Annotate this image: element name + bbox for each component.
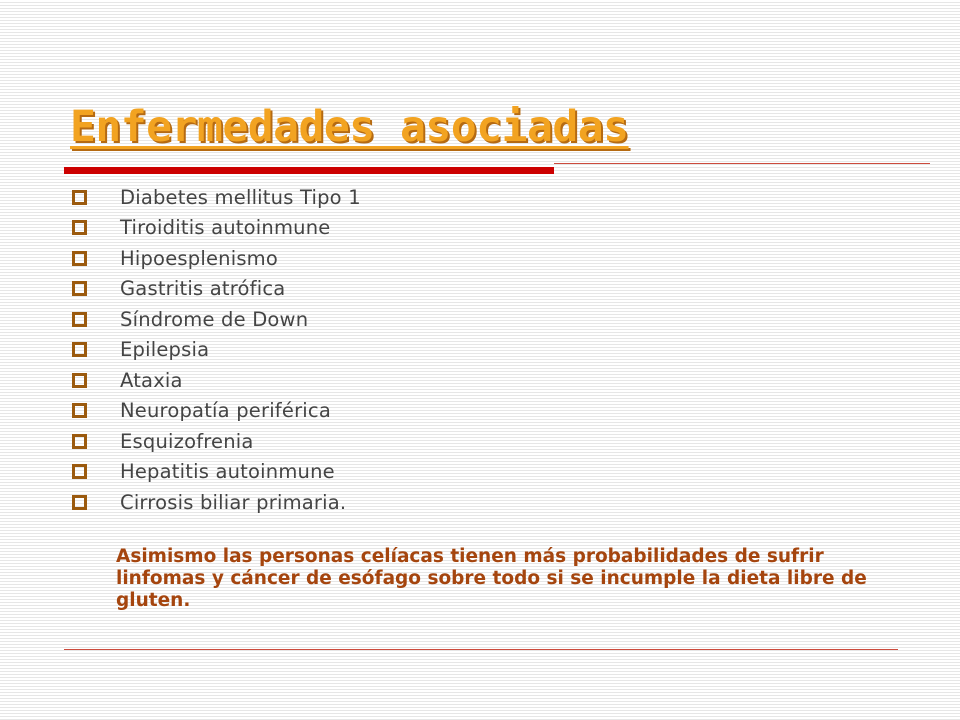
list-item-label: Gastritis atrófica [120,277,286,301]
list-item [72,426,361,457]
title-divider-line [554,163,930,164]
list-item [72,335,361,366]
hollow-square-icon [72,403,87,418]
list-item-label: Epilepsia [120,338,210,362]
hollow-square-icon [72,312,87,327]
list-item [72,182,361,213]
list-item [72,274,361,305]
list-item-label: Esquizofrenia [120,429,254,453]
list-item [72,243,361,274]
footer-divider-line [64,649,898,650]
list-item [72,396,361,427]
list-item [72,457,361,488]
list-item [72,487,361,518]
list-item-label: Diabetes mellitus Tipo 1 [120,185,361,209]
list-item-label: Hepatitis autoinmune [120,460,335,484]
hollow-square-icon [72,190,87,205]
list-item [72,304,361,335]
hollow-square-icon [72,434,87,449]
hollow-square-icon [72,464,87,479]
list-item-label: Síndrome de Down [120,307,309,331]
list-item-label: Cirrosis biliar primaria. [120,490,347,514]
hollow-square-icon [72,220,87,235]
hollow-square-icon [72,342,87,357]
list-item [72,365,361,396]
hollow-square-icon [72,281,87,296]
title-accent-rule [64,167,554,174]
list-item-label: Neuropatía periférica [120,399,331,423]
closing-paragraph: Asimismo las personas celíacas tienen más probabilidades de sufrir linfomas y cáncer de esófago sobre todo si se incumple la dieta libre de gluten. [116,546,867,611]
list-item-label: Tiroiditis autoinmune [120,216,331,240]
list-item [72,213,361,244]
hollow-square-icon [72,251,87,266]
list-item-label: Hipoesplenismo [120,246,279,270]
hollow-square-icon [72,373,87,388]
hollow-square-icon [72,495,87,510]
list-item-label: Ataxia [120,368,183,392]
disease-list [72,182,361,518]
slide-title[interactable]: Enfermedades asociadas [70,102,629,152]
